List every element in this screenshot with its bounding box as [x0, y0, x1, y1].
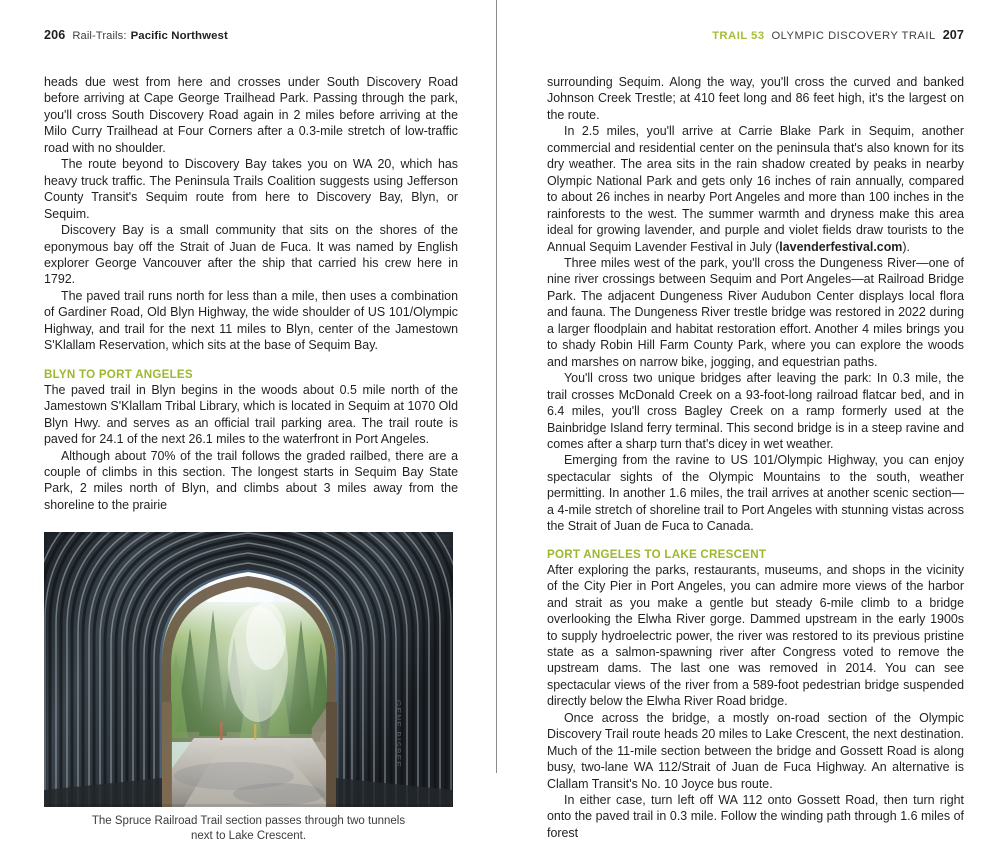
paragraph: The paved trail in Blyn begins in the woods about 0.5 mile north of the Jamestown S'Klallam Tribal Library, which is located in Sequim at 1070 Old Blyn Hwy. and serves as an official trail parking area. The trail route is paved for 24.1 of the next 26.1 miles to the waterfront in Port Angeles.	[44, 382, 458, 447]
page-number-right: 207	[942, 28, 964, 42]
right-page	[500, 0, 1000, 840]
tunnel-photo-artwork	[44, 532, 453, 807]
paragraph: Once across the bridge, a mostly on-road section of the Olympic Discovery Trail route heads 20 miles to Lake Crescent, the next destination. Much of the 11-mile section between the bridge and Gossett Road is along busy, two-lane WA 112/Strait of Juan de Fuca Highway. An alternative is Clallam Transit's No. 10 Joyce bus route.	[547, 710, 964, 791]
paragraph: The route beyond to Discovery Bay takes you on WA 20, which has heavy truck traffic. The Peninsula Trails Coalition suggests using Jefferson County Transit's Sequim route from here to Discovery Bay, Blyn, or Sequim.	[44, 157, 458, 221]
paragraph: Emerging from the ravine to US 101/Olympic Highway, you can enjoy spectacular sights of the Olympic Mountains to the south, weather permitting. In another 1.6 miles, the trail arrives at another scenic section—a 4-mile stretch of shoreline trail to Port Angeles with stunning vistas across the Strait of Juan de Fuca to Canada.	[547, 453, 964, 534]
paragraph: The paved trail runs north for less than a mile, then uses a combination of Gardiner Road, Old Blyn Highway, the wide shoulder of US 101/Olympic Highway, and trail for the next 11 miles to Blyn, center of the Jamestown S'Klallam Reservation, which sits at the base of Sequim Bay.	[44, 288, 458, 353]
photo-caption-line-2: next to Lake Crescent.	[190, 830, 307, 843]
trail-name-label: OLYMPIC DISCOVERY TRAIL	[771, 30, 936, 42]
trail-number-tag: TRAIL 53	[712, 30, 765, 42]
paragraph: After exploring the parks, restaurants, museums, and shops in the vicinity of the City Pier in Port Angeles, you can admire more views of the harbor and strait as you make a gentle but steady 6-mile climb to a bridge overlooking the Elwha River gorge. Dammed upstream in the early 1900s to supply hydroelectric power, the river was restored to its previous pristine state as a salmon-spawning river after Congress voted to remove the upstream dams. The last one was removed in 2014. You can see spectacular views of the river from a 589-foot pedestrian bridge suspended directly below the Elwha River Road bridge.	[547, 562, 964, 709]
book-title-bold: Pacific Northwest	[130, 30, 228, 42]
left-page	[0, 0, 500, 843]
book-title-plain: Rail-Trails:	[72, 30, 127, 42]
page-number-left: 206	[44, 28, 66, 42]
photo-frame	[44, 532, 453, 807]
photo-figure	[44, 532, 453, 844]
photo-caption	[44, 814, 453, 844]
running-head-right	[547, 28, 964, 44]
section-heading-blyn-to-port-angeles: BLYN TO PORT ANGELES	[44, 367, 193, 381]
paragraph: Discovery Bay is a small community that sits on the shores of the eponymous bay off the Strait of Juan de Fuca. It was named by English explorer George Vancouver after the ship that carried his crew here in 1792.	[44, 223, 458, 287]
lavender-festival-link[interactable]: lavenderfestival.com	[779, 239, 903, 254]
paragraph: Three miles west of the park, you'll cross the Dungeness River—one of nine river crossings between Sequim and Port Angeles—at Railroad Bridge Park. The adjacent Dungeness River Audubon Center displays local flora and fauna. The Dungeness River trestle bridge was restored in 2022 during a larger floodplain and habitat restoration effort. Another 4 miles brings you to shady Robin Hill Farm County Park, where you can explore the woods and marshes on narrow bike, jogging, and equestrian paths.	[547, 255, 964, 369]
paragraph: You'll cross two unique bridges after leaving the park: In 0.3 mile, the trail crosses McDonald Creek on a 93-foot-long railroad flatcar bed, and in 6.4 miles, you'll cross Bagley Creek on a ramp formerly used at the Bainbridge Island ferry terminal. This second bridge is in a steep ravine and comes after a sharp turn that's dicey in wet weather.	[547, 371, 964, 451]
paragraph-tail: ).	[902, 239, 910, 254]
paragraph-with-link	[547, 123, 964, 255]
paragraph: Although about 70% of the trail follows the graded railbed, there are a couple of climbs in this section. The longest starts in Sequim Bay State Park, 2 miles north of Blyn, and climbs about 3 miles away from the shoreline to the prairie	[44, 448, 458, 512]
paragraph: surrounding Sequim. Along the way, you'll cross the curved and banked Johnson Creek Trestle; at 410 feet long and 86 feet high, it's the largest on the route.	[547, 75, 964, 122]
paragraph-text: In 2.5 miles, you'll arrive at Carrie Blake Park in Sequim, another commercial and residential center on the peninsula that's also known for its dry weather. The area sits in the rain shadow created by peaks in nearby Olympic National Park and gets only 16 inches of rain annually, compared to about 26 inches in nearby Port Angeles and more than 100 inches in the rainforests to the west. The summer warmth and dryness make this area ideal for growing lavender, and purple and violet fields draw tourists to the Annual Sequim Lavender Festival in July (	[547, 124, 964, 254]
paragraph: heads due west from here and crosses under South Discovery Road before arriving at Cape George Trailhead Park. Passing through the park, you'll cross South Discovery Road again in 2 miles before arriving at the Milo Curry Trailhead at Four Corners after a 0.3-mile stretch of low-traffic road with no shoulder.	[44, 75, 458, 155]
section-heading-port-angeles-to-lake-crescent: PORT ANGELES TO LAKE CRESCENT	[547, 547, 767, 561]
photo-caption-line-1: The Spruce Railroad Trail section passes through two tunnels	[91, 815, 406, 828]
running-head-left	[44, 28, 458, 44]
paragraph: In either case, turn left off WA 112 onto Gossett Road, then turn right onto the paved trail in 0.3 mile. Follow the winding path through 1.6 miles of forest	[547, 793, 964, 840]
photo-credit: GENE BISBEE	[393, 700, 404, 769]
